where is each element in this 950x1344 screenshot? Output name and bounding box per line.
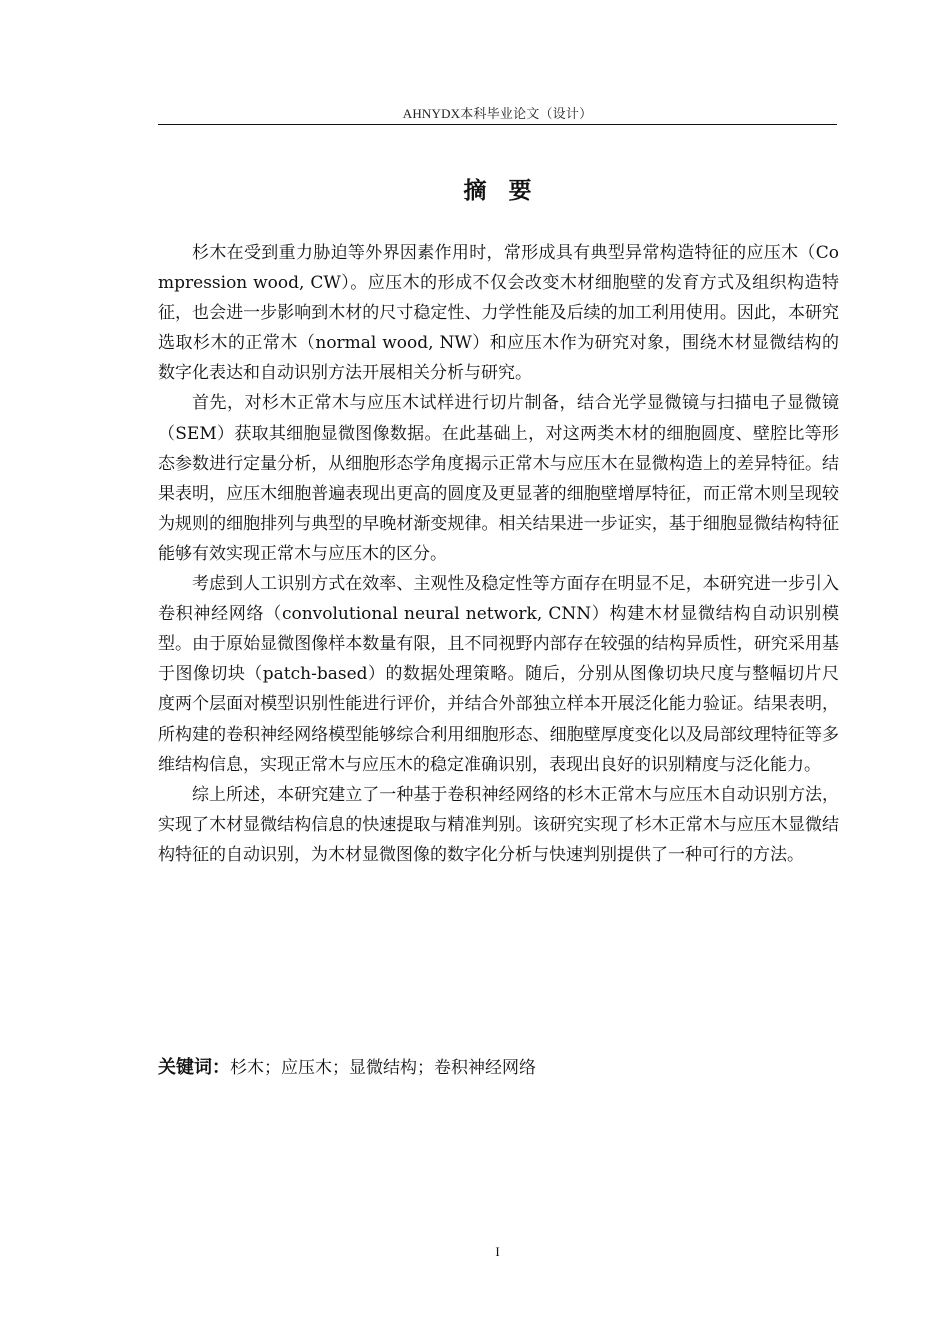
abstract-paragraph-4: 综上所述，本研究建立了一种基于卷积神经网络的杉木正常木与应压木自动识别方法，实现了木材显微结构信息的快速提取与精准判别。该研究实现了杉木正常木与应压木显微结构特征的自动识别，为木材显微图像的数字化分析与快速判别提供了一种可行的方法。 — [158, 784, 839, 865]
header-rule — [158, 124, 837, 125]
abstract-title — [158, 176, 837, 206]
abstract-paragraph-1: 杉木在受到重力胁迫等外界因素作用时，常形成具有典型异常构造特征的应压木（Compression wood, CW）。应压木的形成不仅会改变木材细胞壁的发育方式及组织构造特征，也会进一步影响到木材的尺寸稳定性、力学性能及后续的加工利用使用。因此，本研究选取杉木的正常木（normal wood, NW）和应压木作为研究对象，围绕木材显微结构的数字化表达和自动识别方法开展相关分析与研究。 — [158, 243, 839, 384]
abstract-paragraph-2: 首先，对杉木正常木与应压木试样进行切片制备，结合光学显微镜与扫描电子显微镜（SEM）获取其细胞显微图像数据。在此基础上，对这两类木材的细胞圆度、壁腔比等形态参数进行定量分析，从细胞形态学角度揭示正常木与应压木在显微构造上的差异特征。结果表明，应压木细胞普遍表现出更高的圆度及更显著的细胞壁增厚特征，而正常木则呈现较为规则的细胞排列与典型的早晚材渐变规律。相关结果进一步证实，基于细胞显微结构特征能够有效实现正常木与应压木的区分。 — [158, 393, 839, 564]
abstract-title-char-2: 要 — [508, 178, 532, 204]
abstract-title-char-1: 摘 — [463, 178, 487, 204]
abstract-body — [158, 238, 839, 870]
running-header: AHNYDX本科毕业论文（设计） — [402, 106, 593, 121]
keywords-text: 杉木；应压木；显微结构；卷积神经网络 — [230, 1058, 536, 1078]
abstract-paragraph-3: 考虑到人工识别方式在效率、主观性及稳定性等方面存在明显不足，本研究进一步引入卷积神经网络（convolutional neural network, CNN）构建木材显微结构自动识别模型。由于原始显微图像样本数量有限，且不同视野内部存在较强的结构异质性，研究采用基于图像切块（patch-based）的数据处理策略。随后，分别从图像切块尺度与整幅切片尺度两个层面对模型识别性能进行评价，并结合外部独立样本开展泛化能力验证。结果表明，所构建的卷积神经网络模型能够综合利用细胞形态、细胞壁厚度变化以及局部纹理特征等多维结构信息，实现正常木与应压木的稳定准确识别，表现出良好的识别精度与泛化能力。 — [158, 574, 839, 775]
page-number: I — [495, 1244, 500, 1259]
keywords-line — [158, 1053, 839, 1083]
keywords-label: 关键词： — [158, 1057, 230, 1078]
